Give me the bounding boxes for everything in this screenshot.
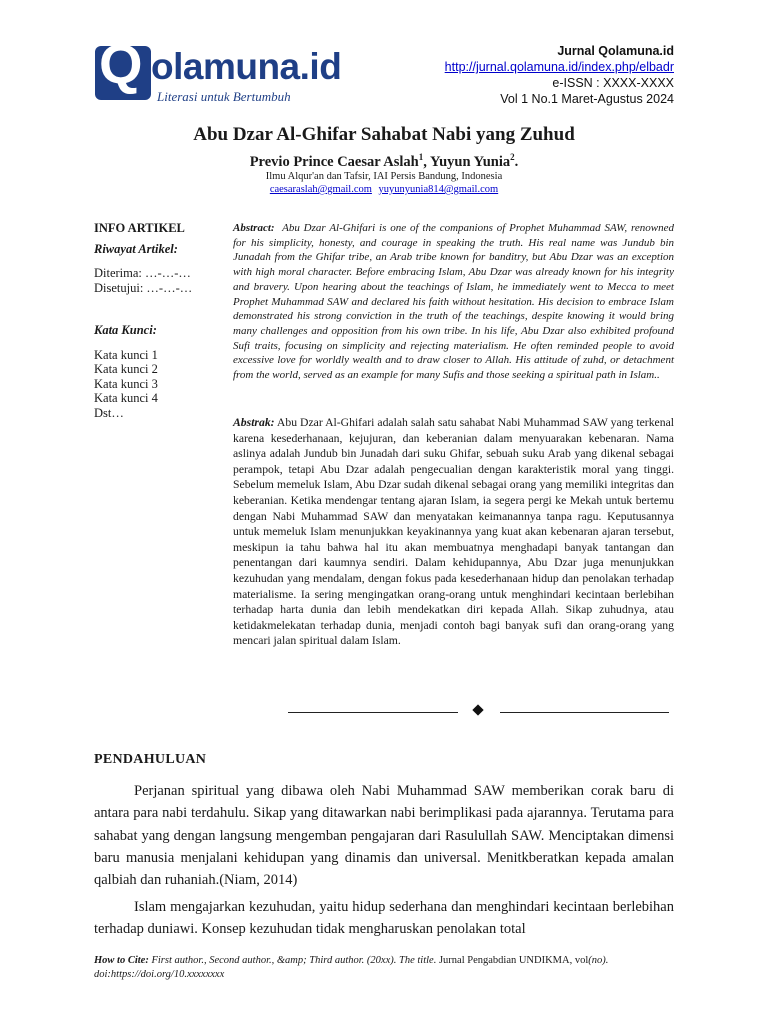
introduction-paragraph-1 (94, 780, 674, 891)
author-end: . (514, 153, 519, 170)
journal-header-info (445, 43, 674, 107)
abstract-english (233, 221, 674, 383)
logo-q-letter: Q (99, 32, 143, 95)
author-emails (0, 184, 768, 195)
article-authors (0, 152, 768, 171)
abstract-indonesian-text: Abu Dzar Al-Ghifari adalah salah satu sahabat Nabi Muhammad SAW yang terkenal karena kesederhanaan, kejujuran, dan keberanian dalam menyuarakan kebenaran. Nama aslinya adalah Jundub bin Junadah dari suku Ghifar, sebuah suku Arab yang dikenal sebagai perampok, tetapi Abu Dzar adalah pengecualian dengan karakteristik moral yang tinggi. Sebelum memeluk Islam, Abu Dzar sudah dikenal sebagai orang yang memiliki integritas dan keberanian. Ketika mendengar tentang ajaran Islam, ia segera pergi ke Mekah untuk bertemu dengan Nabi Muhammad SAW dan menyatakan keimanannya tanpa ragu. Keputusannya untuk memeluk Islam menunjukkan keyakinannya yang kuat akan kebenaran ajaran tersebut, meskipun ia tahu bahwa hal itu akan membuatnya menghadapi banyak tantangan dan penentangan dari kaumnya sendiri. Dalam kehidupannya, Abu Dzar juga menunjukkan kezuhudan yang mendalam, dengan fokus pada kesederhanaan hidup dan penolakan terhadap materialisme. Ia sering mengingatkan orang-orang untuk menghindari kecintaan berlebihan terhadap harta dunia dan lebih mendekatkan diri kepada Allah. Sikap zuhudnya, atau ketidakmelekatan terhadap dunia, menjadi contoh bagi banyak sufi dan orang-orang yang mencari jalan spiritual dalam Islam. (233, 416, 675, 648)
article-affiliation: Ilmu Alqur'an dan Tafsir, IAI Persis Bandung, Indonesia (265, 171, 503, 182)
cite-number: (no). (588, 955, 609, 966)
cite-authors: First author., Second author., &amp; Third author. (20xx). The title. (151, 955, 437, 966)
divider-diamond-icon (472, 704, 483, 715)
author-1-affil: 1 (418, 152, 424, 162)
journal-volume: Vol 1 No.1 Maret-Agustus 2024 (500, 92, 674, 106)
author-separator: , (423, 153, 430, 170)
received-date: Diterima: …-…-… (94, 266, 191, 280)
how-to-cite-footer (94, 952, 674, 982)
section-heading-introduction: PENDAHULUAN (94, 752, 207, 767)
cite-doi: doi:https://doi.org/10.xxxxxxxx (94, 969, 225, 980)
abstract-indonesian-label: Abstrak: (233, 416, 275, 429)
keyword-item: Kata kunci 2 (94, 362, 158, 376)
approved-date: Disetujui: …-…-… (94, 280, 193, 295)
journal-url-link[interactable]: http://jurnal.qolamuna.id/index.php/elbadr (444, 60, 674, 74)
cite-journal: Jurnal Pengabdian UNDIKMA, vol (438, 955, 589, 966)
logo-tagline: Literasi untuk Bertumbuh (157, 89, 291, 104)
email-link-1[interactable]: caesaraslah@gmail.com (269, 184, 372, 195)
keyword-item: Kata kunci 4 (94, 391, 158, 405)
journal-eissn: e-ISSN : XXXX-XXXX (552, 76, 674, 90)
abstract-indonesian (233, 415, 674, 649)
logo-wordmark (151, 48, 341, 85)
email-link-2[interactable]: yuyunyunia814@gmail.com (378, 184, 499, 195)
journal-logo (95, 32, 342, 108)
introduction-paragraph-1-text: Perjanan spiritual yang dibawa oleh Nabi Muhammad SAW memberikan corak baru di antara para nabi terdahulu. Sikap yang ditawarkan nabi berimplikasi pada ajarannya. Terutama para sahabat yang dengan langsung mengemban pengajaran dari Rasulullah SAW. Menciptakan dimensi baru manusia menjalani kehidupan yang dinamis dan universal. Menitkberatkan kepada amalan qalbiah dan ruhaniah.(Niam, 2014) (94, 783, 674, 889)
article-info-sidebar (94, 221, 229, 420)
author-2: Yuyun Yunia (429, 153, 511, 170)
journal-name: Jurnal Qolamuna.id (557, 44, 674, 58)
history-label: Riwayat Artikel: (94, 241, 178, 256)
introduction-paragraph-2 (94, 896, 674, 941)
author-1: Previo Prince Caesar Aslah (249, 153, 419, 170)
divider-line-left (288, 712, 458, 713)
abstract-english-label: Abstract: (233, 222, 275, 234)
logo-wordmark-name: olamuna (151, 46, 300, 87)
logo-wordmark-tld: .id (299, 46, 342, 87)
cite-label: How to Cite: (94, 955, 149, 966)
divider-line-right (500, 712, 669, 713)
article-title: Abu Dzar Al-Ghifar Sahabat Nabi yang Zuhud (193, 124, 575, 145)
author-2-affil: 2 (510, 152, 515, 162)
info-heading: INFO ARTIKEL (94, 221, 185, 235)
keyword-item: Kata kunci 1 (94, 347, 158, 362)
abstract-english-text: Abu Dzar Al-Ghifari is one of the companions of Prophet Muhammad SAW, renowned for his simplicity, honesty, and courage in speaking the truth. His real name was Jundub bin Junadah from the Ghifar tribe, an Arab tribe known for banditry, but Abu Dzar was an exception with high moral character. Before embracing Islam, Abu Dzar was already known for his integrity and bravery. Upon hearing about the teachings of Islam, he immediately went to Mecca to meet Prophet Muhammad SAW and declared his faith without hesitation. His decision to embrace Islam demonstrated his strong conviction in the truth of the teachings, despite knowing it would bring many challenges and opposition from his own tribe. In his life, Abu Dzar also exhibited profound Sufi traits, focusing on simplicity and rejecting materialism. He often reminded people to avoid excessive love for worldly wealth and to draw closer to Allah. His attitude of zuhd, or detachment from the world, served as an example for many Sufis and those seeking a spiritual path in Islam.. (233, 222, 674, 382)
keyword-item: Kata kunci 3 (94, 376, 158, 391)
keyword-item: Dst… (94, 405, 124, 420)
introduction-paragraph-2-text: Islam mengajarkan kezuhudan, yaitu hidup sederhana dan menghindari kecintaan berlebihan terhadap duniawi. Konsep kezuhudan tidak mengharuskan penolakan total (94, 899, 674, 938)
keywords-label: Kata Kunci: (94, 323, 157, 337)
